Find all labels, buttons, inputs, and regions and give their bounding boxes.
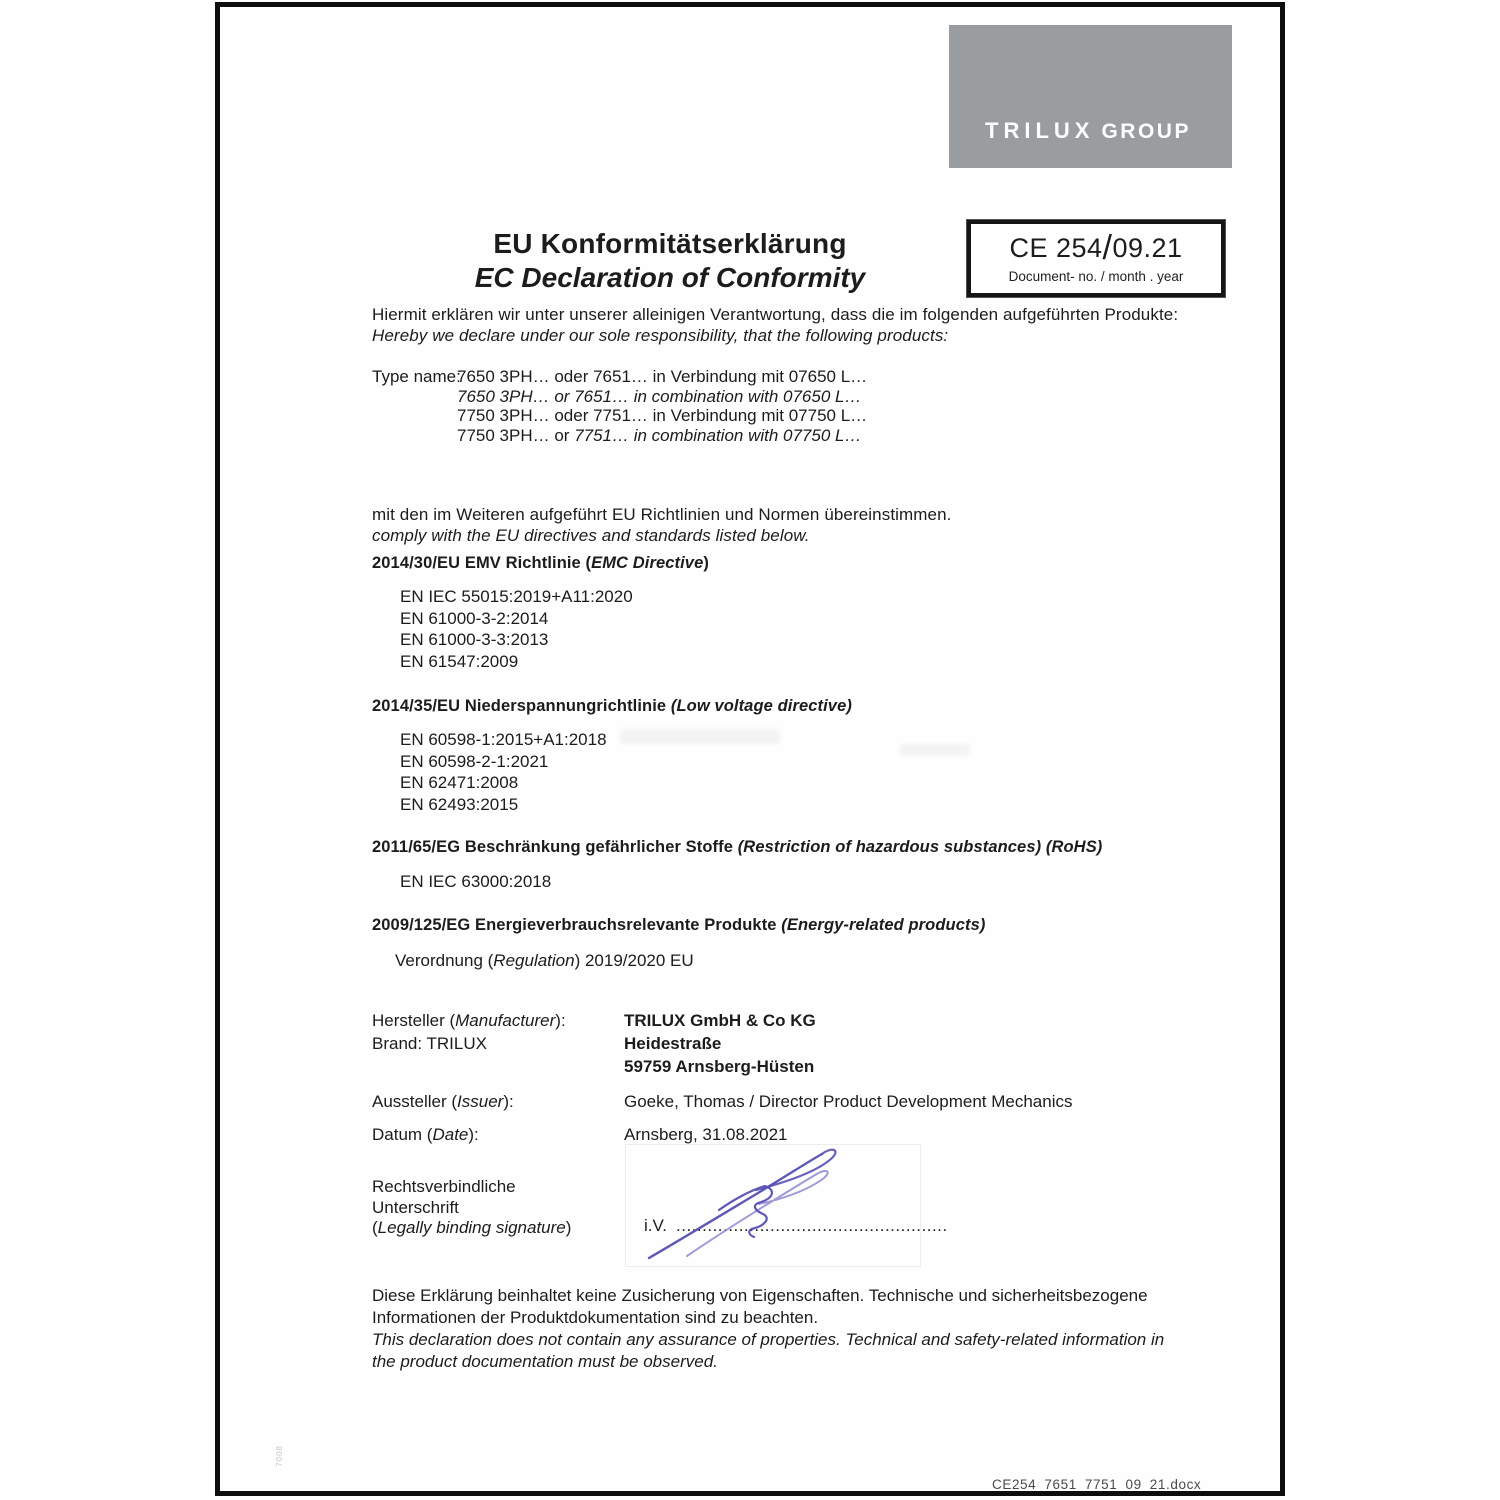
disclaimer-paragraph	[372, 1285, 1164, 1373]
issuer-label: Aussteller (Issuer):	[372, 1092, 514, 1111]
logo-wordmark-trilux: TRILUX	[985, 118, 1095, 143]
type-line: 7750 3PH… oder 7751… in Verbindung mit 07750 L…	[457, 406, 868, 425]
intro-german: Hiermit erklären wir unter unserer alleinigen Verantwortung, dass die im folgenden aufgeführten Produkte:	[372, 305, 1179, 324]
logo-wordmark-group: GROUP	[1101, 120, 1191, 143]
section-heading-emc: 2014/30/EU EMV Richtlinie (EMC Directive)	[372, 554, 709, 572]
standard-item: EN 62493:2015	[400, 794, 519, 814]
manufacturer-label	[372, 1009, 566, 1055]
signature-label: Rechtsverbindliche Unterschrift (Legally binding signature)	[372, 1177, 572, 1237]
scan-smudge	[620, 729, 780, 744]
ce-number-suffix: 09.21	[1112, 233, 1183, 263]
logo-text	[985, 118, 1191, 144]
disclaimer-german-line2: Informationen der Produktdokumentation sind zu beachten.	[372, 1308, 819, 1327]
signature-label-english: (Legally binding signature)	[372, 1218, 572, 1237]
title-english: EC Declaration of Conformity	[474, 262, 866, 293]
standard-item: EN 61000-3-2:2014	[400, 608, 549, 628]
section-heading-erp: 2009/125/EG Energieverbrauchsrelevante Produkte (Energy-related products)	[372, 916, 986, 934]
intro-paragraph	[372, 304, 1178, 346]
trilux-group-logo	[949, 25, 1232, 168]
standards-list-emc	[400, 586, 633, 672]
standard-item: EN 61547:2009	[400, 651, 519, 671]
document-page	[215, 2, 1285, 1496]
intro-english: Hereby we declare under our sole responsibility, that the following products:	[372, 326, 949, 345]
manufacturer-street: Heidestraße	[624, 1034, 722, 1053]
standard-item: EN 60598-2-1:2021	[400, 751, 549, 771]
iv-abbreviation: i.V.	[644, 1216, 668, 1235]
issuer-value: Goeke, Thomas / Director Product Development Mechanics	[624, 1092, 1073, 1111]
standards-list-rohs	[400, 871, 551, 893]
scan-smudge	[900, 744, 970, 756]
standard-item: EN 61000-3-3:2013	[400, 630, 549, 649]
type-line: 7650 3PH… oder 7651… in Verbindung mit 07650 L…	[457, 367, 868, 386]
ce-box-caption: Document- no. / month . year	[1008, 269, 1184, 284]
regulation-line: Verordnung (Regulation) 2019/2020 EU	[395, 951, 694, 970]
title-block	[360, 227, 980, 295]
disclaimer-english-line2: the product documentation must be observed.	[372, 1352, 718, 1371]
brand-line: Brand: TRILUX	[372, 1034, 487, 1053]
manufacturer-address	[624, 1009, 816, 1078]
signature-dotted-line: ....................................................	[676, 1216, 948, 1235]
comply-statement	[372, 504, 951, 546]
type-name-lines	[457, 367, 867, 445]
standard-item: EN IEC 63000:2018	[400, 872, 552, 891]
type-line: 7650 3PH… or 7651… in combination with 07650 L…	[457, 386, 862, 406]
disclaimer-english-line1: This declaration does not contain any assurance of properties. Technical and safety-related information in	[372, 1330, 1165, 1349]
date-value: Arnsberg, 31.08.2021	[624, 1125, 788, 1144]
ce-number-prefix: CE 254	[1009, 233, 1103, 263]
standards-list-low-voltage	[400, 729, 607, 815]
manufacturer-name: TRILUX GmbH & Co KG	[624, 1011, 816, 1030]
ce-number-slash: /	[1102, 229, 1113, 267]
section-heading-rohs: 2011/65/EG Beschränkung gefährlicher Stoffe (Restriction of hazardous substances) (RoHS)	[372, 838, 1103, 856]
standard-item: EN IEC 55015:2019+A11:2020	[400, 587, 633, 606]
manufacturer-label-line: Hersteller (Manufacturer):	[372, 1011, 566, 1030]
standard-item: EN 60598-1:2015+A1:2018	[400, 730, 607, 749]
disclaimer-german-line1: Diese Erklärung beinhaltet keine Zusicherung von Eigenschaften. Technische und sicherheitsbezogene	[372, 1286, 1148, 1305]
section-heading-low-voltage: 2014/35/EU Niederspannungrichtlinie (Low voltage directive)	[372, 697, 852, 715]
title-german: EU Konformitätserklärung	[493, 228, 847, 259]
handwritten-signature	[625, 1144, 921, 1267]
date-label: Datum (Date):	[372, 1125, 479, 1144]
type-name-label: Type name:	[372, 367, 461, 386]
comply-english: comply with the EU directives and standards listed below.	[372, 526, 810, 545]
standard-item: EN 62471:2008	[400, 773, 519, 792]
type-line: 7750 3PH… or 7751… in combination with 07750 L…	[457, 425, 862, 445]
comply-german: mit den im Weiteren aufgeführt EU Richtlinien und Normen übereinstimmen.	[372, 505, 952, 524]
scan-side-mark: 7008	[275, 1445, 284, 1467]
ce-document-number	[971, 229, 1221, 268]
footer-filename: CE254_7651_7751_09_21.docx	[992, 1477, 1202, 1492]
manufacturer-city: 59759 Arnsberg-Hüsten	[624, 1057, 815, 1076]
ce-document-number-box	[967, 220, 1225, 297]
